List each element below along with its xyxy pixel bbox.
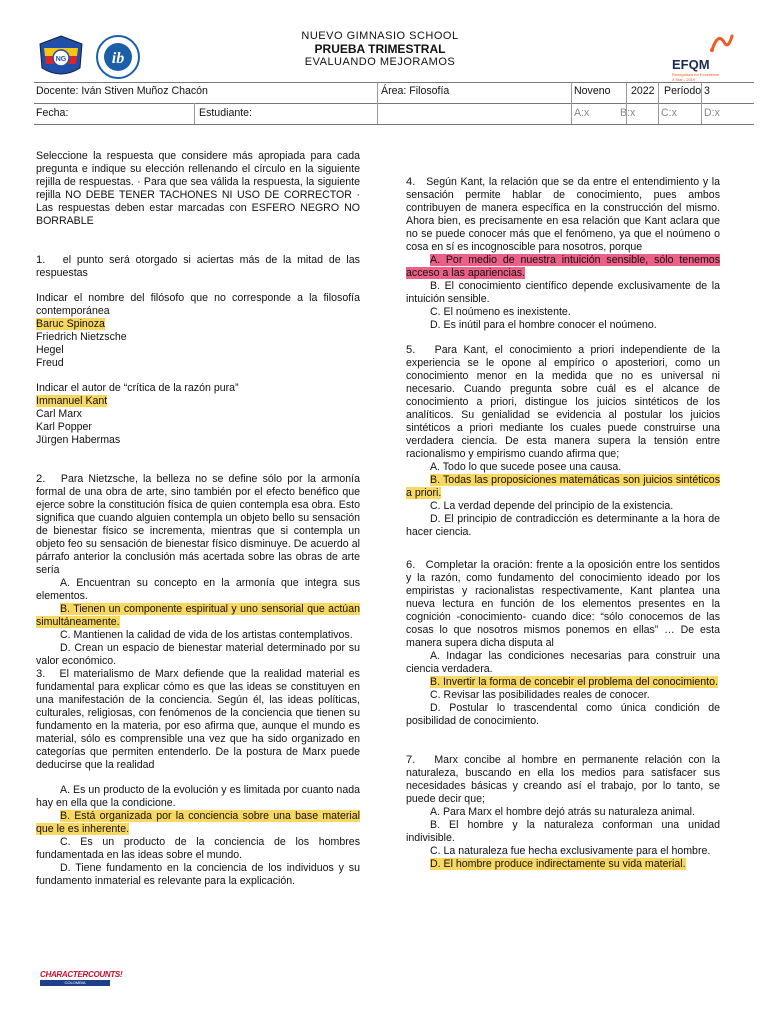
year: 2022 (631, 85, 655, 97)
q3-option-b[interactable] (36, 810, 360, 836)
q4-option-a[interactable] (406, 254, 720, 280)
q6-option-a[interactable]: A. Indagar las condiciones necesarias para construir una ciencia verdadera. (406, 650, 720, 675)
question-3 (36, 668, 360, 772)
q3-option-c[interactable]: C. Es un producto de la conciencia de los hombres fundamentada en las ideas sobre el mundo. (36, 836, 360, 861)
q4-option-a-text: A. Por medio de nuestra intuición sensible, sólo tenemos acceso a las apariencias. (406, 254, 720, 279)
q7-option-d[interactable] (406, 858, 720, 871)
left-column (36, 150, 360, 888)
character-counts-country: COLOMBIA (40, 980, 110, 986)
q5-option-c[interactable]: C. La verdad depende del principio de la existencia. (430, 500, 674, 512)
header-logos (36, 32, 144, 82)
q2-option-d[interactable]: D. Crean un espacio de bienestar material determinado por su valor económico. (36, 642, 360, 667)
q5-option-b[interactable] (406, 474, 720, 500)
subject-area: Área: Filosofía (381, 85, 450, 97)
character-counts-logo (40, 970, 128, 992)
answer-count-a: A:x (574, 107, 590, 119)
q1-sub2-option-3[interactable]: Karl Popper (36, 421, 92, 433)
q3-option-a[interactable]: A. Es un producto de la evolución y es limitada por cuanto nada hay en ella que la condicione. (36, 784, 360, 809)
question-2 (36, 473, 360, 577)
answer-count-d: D:x (704, 107, 720, 119)
q1-sub2-option-1[interactable]: Immanuel Kant (36, 395, 108, 407)
q3-option-b-text: B. Está organizada por la conciencia sobre una base material que le es inherente. (36, 810, 360, 835)
q2-option-b[interactable] (36, 603, 360, 629)
period: Período 3 (664, 85, 710, 97)
q4-option-b[interactable]: B. El conocimiento científico depende exclusivamente de la intuición sensible. (406, 280, 720, 305)
svg-text:NG: NG (55, 56, 67, 63)
q7-option-b[interactable]: B. El hombre y la naturaleza conforman una unidad indivisible. (406, 819, 720, 844)
teacher-name: Docente: Iván Stiven Muñoz Chacón (36, 85, 208, 97)
question-2-text: Para Nietzsche, la belleza no se define sólo por la armonía formal de una obra de arte, sino también por el efecto benéfico que ejerce sobre la constitución física de quien contempla esa obra. Esto significa que cuando alguien contempla un objeto bello su sensación de bienestar físico se incrementa, mientras que si contempla un objeto feo su sensación de bienestar físico disminuye. De acuerdo al párrafo anterior la conclusión más acertada sobre las obras de arte sería (36, 473, 360, 576)
grade: Noveno (574, 85, 611, 97)
question-7-number: 7. (406, 754, 416, 766)
q3-option-d[interactable]: D. Tiene fundamento en la conciencia de los individuos y su fundamento inmaterial es relevante para la explicación. (36, 862, 360, 887)
ib-world-school-logo (94, 34, 142, 80)
question-1-text: el punto será otorgado si aciertas más de la mitad de las respuestas (36, 254, 360, 279)
question-3-text: El materialismo de Marx defiende que la realidad material es fundamental para explicar cómo es que las ideas se constituyen en una manifestación de la conciencia. Según él, las ideas políticas, culturales, religiosas, con fenómenos de la conciencia que tienen su fundamento en la materia, por eso afirma que, aunque el mundo es material, sólo es comprensible una vez que ha sido organizado en categorías que permiten entenderlo. De la postura de Marx puede deducirse que la realidad (36, 668, 360, 771)
question-7 (406, 754, 720, 806)
q1-sub1-option-4[interactable]: Freud (36, 357, 64, 369)
motto: EVALUANDO MEJORAMOS (304, 56, 456, 68)
q4-option-d[interactable]: D. Es inútil para el hombre conocer el noúmeno. (430, 319, 657, 331)
question-4-number: 4. (406, 176, 416, 188)
instructions: Seleccione la respuesta que considere más apropiada para cada pregunta e indique su elección rellenando el círculo en la siguiente rejilla de respuestas. · Para que sea válida la respuesta, la siguiente rejilla NO DEBE TENER TACHONES NI USO DE CORRECTOR · Las respuestas deben estar marcadas con ESFERO NEGRO NO BORRABLE (36, 150, 360, 227)
efqm-sub2: 3 Star - 2019 (672, 77, 696, 82)
efqm-logo (672, 30, 742, 84)
question-4 (406, 176, 720, 254)
school-name: NUEVO GIMNASIO SCHOOL (301, 30, 459, 42)
question-5 (406, 344, 720, 461)
header-title-block (230, 30, 530, 69)
efqm-label: EFQM (672, 57, 710, 72)
question-6-lead: Completar la oración: (425, 559, 533, 571)
svg-text:ib: ib (111, 50, 125, 67)
efqm-sub1: Recognised for Excellence (672, 72, 720, 77)
q6-option-b[interactable] (406, 676, 720, 689)
q7-option-a[interactable]: A. Para Marx el hombre dejó atrás su naturaleza animal. (430, 806, 695, 818)
q1-sub1-option-3[interactable]: Hegel (36, 344, 64, 356)
q5-option-d[interactable]: D. El principio de contradicción es determinante a la hora de hacer ciencia. (406, 513, 720, 538)
question-5-text: Para Kant, el conocimiento a priori independiente de la experiencia se le opone al empírico o aposteriori, como un conocimiento menor en la medida que no es universal ni necesario. Cuando pregunta sobre cuál es el alcance de conocimiento a priori, distingue los juicios sintéticos de los analíticos. Su genialidad se evidencia al postular los juicios sintéticos a priori mediante los cuales puede construirse una verdadera ciencia. De esta manera supera la tensión entre racionalismo y empirismo cuando afirma que; (406, 344, 720, 460)
right-column (406, 176, 720, 871)
date-label[interactable]: Fecha: (36, 107, 69, 119)
q1-sub1-option-2[interactable]: Friedrich Nietzsche (36, 331, 127, 343)
question-2-number: 2. (36, 473, 46, 485)
q4-option-c[interactable]: C. El noúmeno es inexistente. (430, 306, 571, 318)
efqm-swoosh-icon (672, 30, 742, 54)
question-1-number: 1. (36, 254, 46, 266)
character-counts-label: CHARACTERCOUNTS! (40, 970, 123, 979)
q2-option-b-text: B. Tienen un componente espiritual y uno sensorial que actúan simultáneamente. (36, 603, 360, 628)
answer-count-c: C:x (661, 107, 677, 119)
question-6-text: frente a la oposición entre los sentidos y la razón, como fundamento del conocimiento ideado por los empiristas y racionalistas respectivamente, Kant plantea una nueva lectura en función de los elementos presentes en la cognición -conocimiento- cuando dice: “sólo conocemos de las cosas lo que nosotros mismos ponemos en ellas” … De esta manera supera dicha disputa al (406, 559, 720, 649)
question-6 (406, 559, 720, 650)
q7-option-d-text: D. El hombre produce indirectamente su vida material. (430, 858, 686, 870)
q5-option-b-text: B. Todas las proposiciones matemáticas son juicios sintéticos a priori. (406, 474, 720, 499)
question-4-text: Según Kant, la relación que se da entre el entendimiento y la sensación permite hablar de conocimiento, pues ambos contribuyen de manera específica en la construcción del mismo. Ahora bien, es precisamente en esa relación que Kant aclara que no se puede conocer más que el fenómeno, ya que el noúmeno o cosa en sí es incognoscible para nosotros, porque (406, 176, 720, 253)
q6-option-c[interactable]: C. Revisar las posibilidades reales de conocer. (430, 689, 650, 701)
school-crest-logo (36, 34, 86, 80)
question-5-number: 5. (406, 344, 416, 356)
q1-sub2-option-4[interactable]: Jürgen Habermas (36, 434, 121, 446)
question-1-sub2: Indicar el autor de “crítica de la razón pura” (36, 382, 239, 394)
question-7-text: Marx concibe al hombre en permanente relación con la naturaleza, buscando en ella los medios para satisfacer sus necesidades básicas y creando así el trabajo, por lo tanto, se puede decir que; (406, 754, 720, 805)
answer-count-b: B:x (620, 107, 636, 119)
question-1-sub1: Indicar el nombre del filósofo que no corresponde a la filosofía contemporánea (36, 292, 360, 317)
question-1 (36, 254, 360, 280)
q5-option-a[interactable]: A. Todo lo que sucede posee una causa. (430, 461, 622, 473)
q6-option-b-text: B. Invertir la forma de concebir el problema del conocimiento. (430, 676, 718, 688)
exam-title: PRUEBA TRIMESTRAL (314, 42, 446, 56)
question-6-number: 6. (406, 559, 416, 571)
student-label[interactable]: Estudiante: (199, 107, 253, 119)
q2-option-a[interactable]: A. Encuentran su concepto en la armonía que integra sus elementos. (36, 577, 360, 602)
q1-sub2-option-2[interactable]: Carl Marx (36, 408, 82, 420)
q6-option-d[interactable]: D. Postular lo trascendental como única condición de posibilidad de conocimiento. (406, 702, 720, 727)
question-3-number: 3. (36, 668, 46, 680)
q7-option-c[interactable]: C. La naturaleza fue hecha exclusivamente para el hombre. (430, 845, 711, 857)
q1-sub1-option-1[interactable]: Baruc Spinoza (36, 318, 105, 330)
q2-option-c[interactable]: C. Mantienen la calidad de vida de los artistas contemplativos. (60, 629, 353, 641)
